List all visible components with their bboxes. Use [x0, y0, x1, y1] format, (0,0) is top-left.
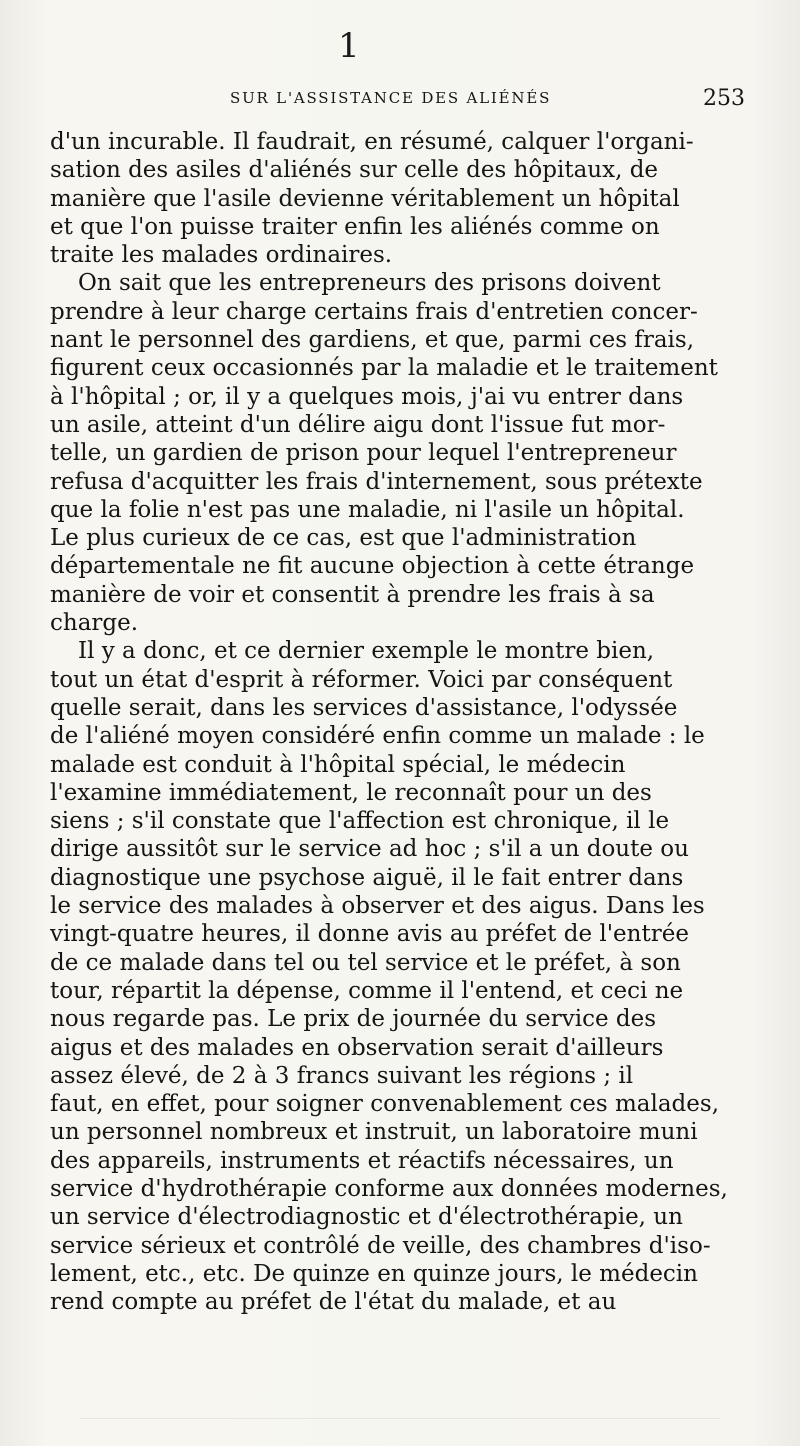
- text-line: des appareils, instruments et réactifs nécessaires, un: [50, 1147, 674, 1174]
- body-text: [50, 128, 760, 1316]
- text-line: tour, répartit la dépense, comme il l'entend, et ceci ne: [50, 977, 684, 1004]
- text-line: vingt-quatre heures, il donne avis au préfet de l'entrée: [50, 921, 689, 948]
- text-line: dirige aussitôt sur le service ad hoc ; s'il a un doute ou: [50, 836, 689, 863]
- text-line: traite les malades ordinaires.: [50, 242, 393, 269]
- text-line: service sérieux et contrôlé de veille, des chambres d'iso-: [50, 1232, 711, 1259]
- text-line: malade est conduit à l'hôpital spécial, le médecin: [50, 751, 626, 778]
- running-head: [0, 86, 800, 116]
- text-line: tout un état d'esprit à réformer. Voici par conséquent: [50, 666, 673, 693]
- text-line: aigus et des malades en observation serait d'ailleurs: [50, 1034, 664, 1061]
- text-line: de ce malade dans tel ou tel service et le préfet, à son: [50, 949, 681, 976]
- page-edge-shadow: [80, 1418, 720, 1437]
- text-line: sation des asiles d'aliénés sur celle des hôpitaux, de: [50, 157, 659, 184]
- running-title: SUR L'ASSISTANCE DES ALIÉNÉS: [230, 89, 552, 107]
- text-line: un personnel nombreux et instruit, un laboratoire muni: [50, 1119, 698, 1146]
- text-line: manière de voir et consentit à prendre les frais à sa: [50, 581, 655, 608]
- text-line: siens ; s'il constate que l'affection est chronique, il le: [50, 808, 670, 835]
- text-line: nous regarde pas. Le prix de journée du service des: [50, 1006, 657, 1033]
- text-line: et que l'on puisse traiter enfin les aliénés comme on: [50, 213, 660, 240]
- text-line: le service des malades à observer et des aigus. Dans les: [50, 893, 705, 920]
- text-line: l'examine immédiatement, le reconnaît pour un des: [50, 779, 652, 806]
- text-line: diagnostique une psychose aiguë, il le fait entrer dans: [50, 864, 684, 891]
- text-line: rend compte au préfet de l'état du malade, et au: [50, 1289, 617, 1316]
- text-line: service d'hydrothérapie conforme aux données modernes,: [50, 1175, 728, 1202]
- top-mark: 1: [338, 26, 360, 66]
- text-line: un asile, atteint d'un délire aigu dont l'issue fut mor-: [50, 411, 666, 438]
- text-line: à l'hôpital ; or, il y a quelques mois, j'ai vu entrer dans: [50, 383, 684, 410]
- text-line: que la folie n'est pas une maladie, ni l'asile un hôpital.: [50, 496, 685, 523]
- text-line: charge.: [50, 610, 139, 637]
- text-line: refusa d'acquitter les frais d'internement, sous prétexte: [50, 468, 703, 495]
- text-line: telle, un gardien de prison pour lequel l'entrepreneur: [50, 440, 677, 467]
- text-line: Le plus curieux de ce cas, est que l'administration: [50, 525, 637, 552]
- text-line: nant le personnel des gardiens, et que, parmi ces frais,: [50, 327, 694, 354]
- text-line: lement, etc., etc. De quinze en quinze jours, le médecin: [50, 1260, 698, 1287]
- text-line: quelle serait, dans les services d'assistance, l'odyssée: [50, 694, 678, 721]
- text-line: On sait que les entrepreneurs des prisons doivent: [78, 270, 661, 297]
- text-line: Il y a donc, et ce dernier exemple le montre bien,: [78, 638, 655, 665]
- text-line: prendre à leur charge certains frais d'entretien concer-: [50, 298, 698, 325]
- text-line: assez élevé, de 2 à 3 francs suivant les régions ; il: [50, 1062, 634, 1089]
- text-line: d'un incurable. Il faudrait, en résumé, calquer l'organi-: [50, 129, 694, 155]
- page-number: 253: [703, 86, 745, 111]
- text-line: manière que l'asile devienne véritablement un hôpital: [50, 185, 680, 212]
- text-line: départementale ne fit aucune objection à cette étrange: [50, 553, 695, 580]
- text-line: figurent ceux occasionnés par la maladie et le traitement: [50, 355, 718, 382]
- text-line: faut, en effet, pour soigner convenablement ces malades,: [50, 1091, 720, 1118]
- text-line: un service d'électrodiagnostic et d'électrothérapie, un: [50, 1204, 683, 1231]
- text-line: de l'aliéné moyen considéré enfin comme un malade : le: [50, 723, 705, 750]
